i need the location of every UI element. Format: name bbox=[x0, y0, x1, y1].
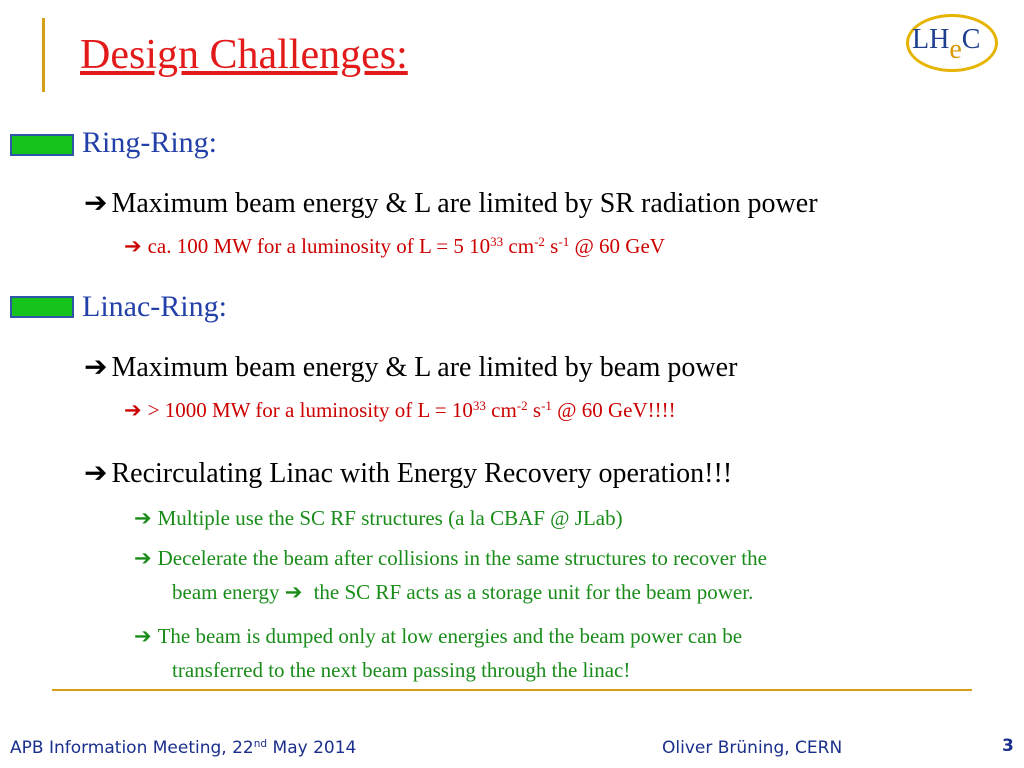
arrow-right-icon: ➔ bbox=[84, 188, 108, 219]
sub-point-ring-ring-luminosity: ➔ ca. 100 MW for a luminosity of L = 5 $10^{33}$ $cm^{-2}$ $s^{-1}$ @ 60 GeV bbox=[124, 233, 665, 258]
arrow-right-icon: ➔ bbox=[84, 458, 108, 489]
title-accent-line bbox=[42, 18, 45, 92]
sub-point-multiple-use: ➔ Multiple use the SC RF structures (a la CBAF @ JLab) bbox=[134, 506, 623, 530]
section-heading-ring-ring: Ring-Ring: bbox=[82, 126, 218, 159]
arrow-right-icon: ➔ bbox=[284, 580, 303, 604]
sub-point-decelerate: ➔ Decelerate the beam after collisions in the same structures to recover the bbox=[134, 546, 767, 570]
sub-point-beam-dumped: ➔ The beam is dumped only at low energies and the beam power can be bbox=[134, 624, 743, 648]
lhec-logo bbox=[906, 14, 998, 74]
footer-author: Oliver Brüning, CERN bbox=[662, 738, 843, 758]
section-bullet-icon bbox=[10, 296, 74, 318]
arrow-right-icon: ➔ bbox=[84, 352, 108, 383]
section-heading-linac-ring: Linac-Ring: bbox=[82, 290, 227, 323]
footer-divider bbox=[52, 689, 972, 691]
sub-point-decelerate-continued: beam energy ➔ the SC RF acts as a storage unit for the beam power. bbox=[172, 580, 754, 604]
sub-point-linac-ring-luminosity: ➔ > 1000 MW for a luminosity of $L = 10^{33}$ $cm^{-2}$ $s^{-1}$ @ 60 GeV!!!! bbox=[124, 397, 676, 422]
sub-point-beam-dumped-continued: transferred to the next beam passing through the linac! bbox=[172, 658, 631, 682]
point-linac-ring-beam-power: ➔ Maximum beam energy & L are limited by beam power bbox=[84, 352, 738, 383]
arrow-right-icon: ➔ bbox=[134, 624, 152, 648]
page-number: 3 bbox=[1002, 736, 1014, 756]
footer-event: APB Information Meeting, 22nd May 2014 bbox=[10, 738, 357, 758]
arrow-right-icon: ➔ bbox=[124, 234, 142, 258]
arrow-right-icon: ➔ bbox=[124, 398, 142, 422]
point-ring-ring-sr-power: ➔ Maximum beam energy & L are limited by SR radiation power bbox=[84, 188, 818, 219]
section-bullet-icon bbox=[10, 134, 74, 156]
arrow-right-icon: ➔ bbox=[134, 506, 152, 530]
logo-text: LHeC bbox=[912, 24, 981, 65]
slide-title: Design Challenges: bbox=[80, 32, 408, 78]
point-recirculating-linac: ➔ Recirculating Linac with Energy Recovery operation!!! bbox=[84, 458, 733, 489]
arrow-right-icon: ➔ bbox=[134, 546, 152, 570]
